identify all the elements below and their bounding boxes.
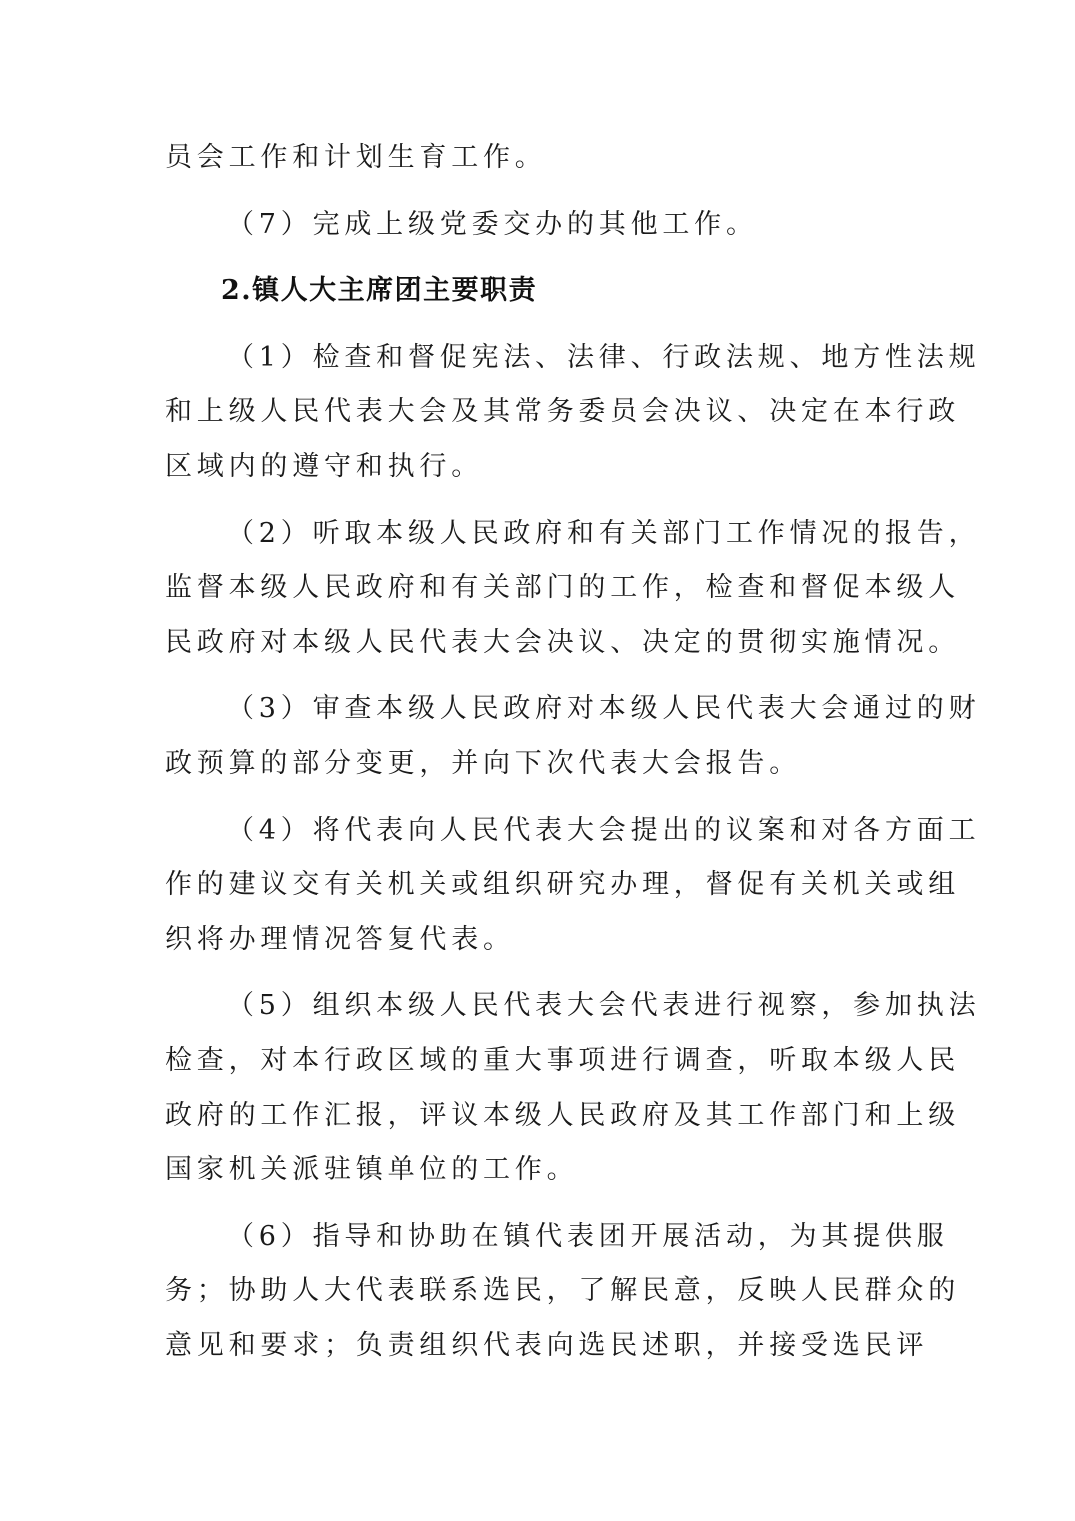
text-line: 区域内的遵守和执行。 bbox=[165, 450, 483, 482]
text-line: 民政府对本级人民代表大会决议、决定的贯彻实施情况。 bbox=[165, 626, 960, 658]
paragraph-item-5 bbox=[165, 979, 981, 1197]
paragraph-item-4 bbox=[165, 804, 981, 968]
text-line: 和上级人民代表大会及其常务委员会决议、决定在本行政 bbox=[165, 396, 960, 428]
text-line: 员会工作和计划生育工作。 bbox=[165, 142, 547, 173]
text-line: （2）听取本级人民政府和有关部门工作情况的报告， bbox=[227, 517, 981, 549]
text-line: （3）审查本级人民政府对本级人民代表大会通过的财 bbox=[227, 693, 981, 725]
text-line: 国家机关派驻镇单位的工作。 bbox=[165, 1154, 579, 1186]
paragraph-item-1 bbox=[165, 331, 981, 495]
text-line: 意见和要求；负责组织代表向选民述职，并接受选民评 bbox=[165, 1329, 929, 1361]
text-line: 政预算的部分变更，并向下次代表大会报告。 bbox=[165, 747, 801, 779]
text-line: 监督本级人民政府和有关部门的工作，检查和督促本级人 bbox=[165, 572, 960, 604]
paragraph-item-3 bbox=[165, 682, 981, 791]
section-heading bbox=[165, 264, 913, 319]
paragraph-item-7 bbox=[165, 198, 913, 253]
text-line: （7）完成上级党委交办的其他工作。 bbox=[227, 208, 758, 240]
text-line: （4）将代表向人民代表大会提出的议案和对各方面工 bbox=[227, 814, 981, 846]
text-line: 织将办理情况答复代表。 bbox=[165, 923, 515, 955]
paragraph-item-6 bbox=[165, 1210, 960, 1374]
paragraph-item-2 bbox=[165, 507, 981, 671]
text-line: （1）检查和督促宪法、法律、行政法规、地方性法规 bbox=[227, 341, 981, 373]
heading-text: 2.镇人大主席团主要职责 bbox=[221, 275, 538, 307]
document-body bbox=[165, 131, 981, 1385]
text-line: 政府的工作汇报，评议本级人民政府及其工作部门和上级 bbox=[165, 1099, 960, 1131]
paragraph-continuation bbox=[165, 131, 913, 186]
text-line: （5）组织本级人民代表大会代表进行视察，参加执法 bbox=[227, 990, 981, 1022]
text-line: 务；协助人大代表联系选民，了解民意，反映人民群众的 bbox=[165, 1275, 960, 1307]
text-line: 作的建议交有关机关或组织研究办理，督促有关机关或组 bbox=[165, 869, 960, 901]
text-line: （6）指导和协助在镇代表团开展活动，为其提供服 bbox=[227, 1220, 949, 1252]
text-line: 检查，对本行政区域的重大事项进行调查，听取本级人民 bbox=[165, 1044, 960, 1076]
